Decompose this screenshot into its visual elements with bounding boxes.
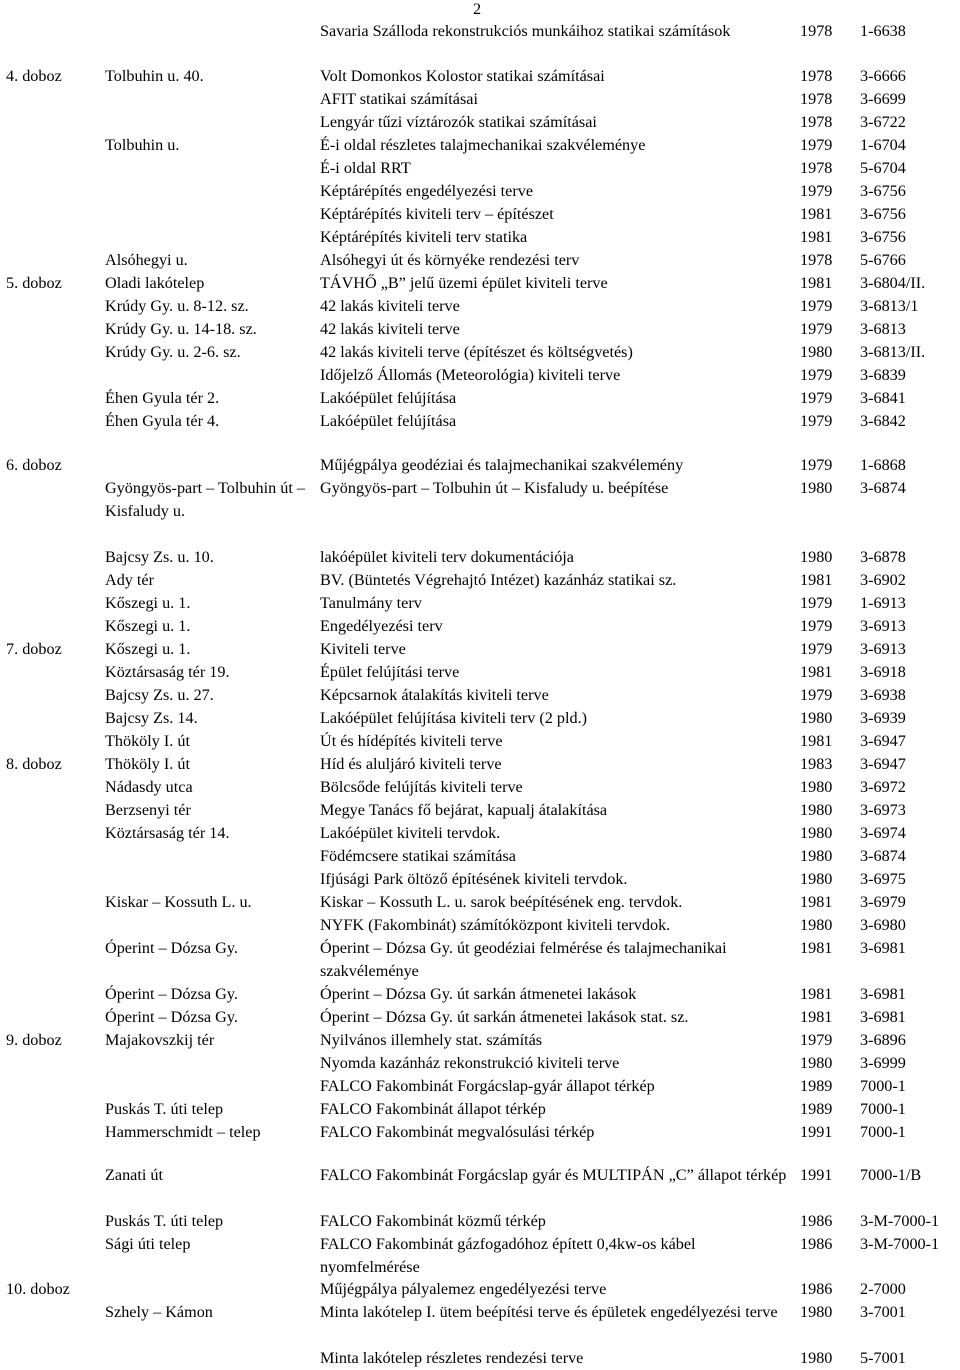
year: 1979 [800, 617, 833, 635]
year: 1978 [800, 113, 833, 131]
year: 1979 [800, 640, 833, 658]
description: FALCO Fakombinát Forgácslap gyár és MULTIPÁN „C” állapot térkép [320, 1166, 787, 1184]
catalog-code: 3-6756 [860, 205, 906, 223]
location: Tolbuhin u. [105, 136, 180, 154]
year: 1979 [800, 456, 833, 474]
description: Savaria Szálloda rekonstrukciós munkáihoz statikai számítások [320, 22, 731, 40]
year: 1981 [800, 893, 833, 911]
description: É-i oldal részletes talajmechanikai szakvéleménye [320, 136, 646, 154]
location: Éhen Gyula tér 2. [105, 389, 220, 407]
description: FALCO Fakombinát gázfogadóhoz épített 0,4kw-os kábel nyomfelmérése [320, 1235, 696, 1276]
year: 1981 [800, 663, 833, 681]
description: Képtárépítés engedélyezési terve [320, 182, 534, 200]
description: Födémcsere statikai számítása [320, 847, 516, 865]
description: NYFK (Fakombinát) számítóközpont kiviteli tervdok. [320, 916, 671, 934]
catalog-code: 3-6981 [860, 1008, 906, 1026]
description: Lakóépület felújítása [320, 389, 457, 407]
year: 1978 [800, 251, 833, 269]
description: Gyöngyös-part – Tolbuhin út – Kisfaludy u. beépítése [320, 479, 669, 497]
description: Út és hídépítés kiviteli terve [320, 732, 503, 750]
year: 1979 [800, 594, 833, 612]
description: Képtárépítés kiviteli terv – építészet [320, 205, 554, 223]
year: 1989 [800, 1077, 833, 1095]
catalog-code: 3-6979 [860, 893, 906, 911]
catalog-code: 3-6947 [860, 732, 906, 750]
catalog-code: 2-7000 [860, 1280, 906, 1298]
location: Óperint – Dózsa Gy. [105, 1008, 238, 1026]
catalog-code: 3-6874 [860, 847, 906, 865]
description: Alsóhegyi út és környéke rendezési terv [320, 251, 580, 269]
catalog-code: 3-6756 [860, 228, 906, 246]
location: Nádasdy utca [105, 778, 193, 796]
catalog-code: 1-6704 [860, 136, 906, 154]
catalog-code: 3-6813 [860, 320, 906, 338]
description: 42 lakás kiviteli terve [320, 320, 460, 338]
box-label: 5. doboz [6, 274, 62, 292]
location: Krúdy Gy. u. 8-12. sz. [105, 297, 249, 315]
description: É-i oldal RRT [320, 159, 411, 177]
catalog-code: 1-6868 [860, 456, 906, 474]
catalog-code: 3-6874 [860, 479, 906, 497]
catalog-code: 5-6704 [860, 159, 906, 177]
catalog-code: 3-6813/II. [860, 343, 926, 361]
year: 1979 [800, 320, 833, 338]
year: 1981 [800, 571, 833, 589]
location: Berzsenyi tér [105, 801, 191, 819]
location: Bajcsy Zs. 14. [105, 709, 198, 727]
description: AFIT statikai számításai [320, 90, 478, 108]
description: FALCO Fakombinát megvalósulási térkép [320, 1123, 595, 1141]
description: Megye Tanács fő bejárat, kapualj átalakítása [320, 801, 608, 819]
catalog-code: 7000-1 [860, 1123, 906, 1141]
description: Lakóépület kiviteli tervdok. [320, 824, 501, 842]
catalog-code: 3-M-7000-1 [860, 1212, 940, 1230]
location: Kőszegi u. 1. [105, 617, 191, 635]
catalog-code: 1-6913 [860, 594, 906, 612]
description: Időjelző Állomás (Meteorológia) kiviteli terve [320, 366, 621, 384]
catalog-code: 3-6896 [860, 1031, 906, 1049]
description: Volt Domonkos Kolostor statikai számításai [320, 67, 605, 85]
page-number: 2 [473, 0, 482, 18]
catalog-code: 7000-1 [860, 1077, 906, 1095]
catalog-code: 3-6939 [860, 709, 906, 727]
location: Éhen Gyula tér 4. [105, 412, 220, 430]
catalog-code: 3-6981 [860, 939, 906, 957]
year: 1991 [800, 1123, 833, 1141]
location: Thököly I. út [105, 755, 190, 773]
year: 1979 [800, 412, 833, 430]
catalog-code: 5-6766 [860, 251, 906, 269]
description: Épület felújítási terve [320, 663, 460, 681]
description: Képcsarnok átalakítás kiviteli terve [320, 686, 549, 704]
location: Krúdy Gy. u. 2-6. sz. [105, 343, 241, 361]
location: Óperint – Dózsa Gy. [105, 985, 238, 1003]
catalog-code: 3-6804/II. [860, 274, 926, 292]
catalog-code: 3-6913 [860, 640, 906, 658]
location: Kiskar – Kossuth L. u. [105, 893, 252, 911]
box-label: 8. doboz [6, 755, 62, 773]
year: 1981 [800, 985, 833, 1003]
location: Óperint – Dózsa Gy. [105, 939, 238, 957]
catalog-code: 3-6878 [860, 548, 906, 566]
description: FALCO Fakombinát közmű térkép [320, 1212, 546, 1230]
year: 1979 [800, 182, 833, 200]
catalog-code: 3-6938 [860, 686, 906, 704]
year: 1979 [800, 297, 833, 315]
year: 1980 [800, 847, 833, 865]
year: 1983 [800, 755, 833, 773]
description: Minta lakótelep részletes rendezési terve [320, 1349, 584, 1367]
description: 42 lakás kiviteli terve [320, 297, 460, 315]
year: 1981 [800, 274, 833, 292]
description: Nyilvános illemhely stat. számítás [320, 1031, 543, 1049]
catalog-code: 5-7001 [860, 1349, 906, 1367]
description: BV. (Büntetés Végrehajtó Intézet) kazánház statikai sz. [320, 571, 677, 589]
catalog-code: 3-6699 [860, 90, 906, 108]
location: Hammerschmidt – telep [105, 1123, 261, 1141]
catalog-code: 3-6839 [860, 366, 906, 384]
year: 1980 [800, 1303, 833, 1321]
year: 1979 [800, 1031, 833, 1049]
year: 1978 [800, 22, 833, 40]
catalog-code: 3-7001 [860, 1303, 906, 1321]
year: 1981 [800, 205, 833, 223]
location: Krúdy Gy. u. 14-18. sz. [105, 320, 257, 338]
year: 1989 [800, 1100, 833, 1118]
description: Lengyár tűzi víztározók statikai számításai [320, 113, 597, 131]
year: 1979 [800, 136, 833, 154]
description: FALCO Fakombinát Forgácslap-gyár állapot térkép [320, 1077, 655, 1095]
year: 1980 [800, 479, 833, 497]
location: Kőszegi u. 1. [105, 640, 191, 658]
location: Majakovszkij tér [105, 1031, 215, 1049]
location: Ady tér [105, 571, 154, 589]
location: Zanati út [105, 1166, 163, 1184]
year: 1980 [800, 824, 833, 842]
catalog-code: 3-6974 [860, 824, 906, 842]
location: Köztársaság tér 19. [105, 663, 230, 681]
year: 1980 [800, 870, 833, 888]
description: Lakóépület felújítása kiviteli terv (2 pld.) [320, 709, 588, 727]
catalog-code: 3-6999 [860, 1054, 906, 1072]
location: Kőszegi u. 1. [105, 594, 191, 612]
catalog-code: 3-6666 [860, 67, 906, 85]
description: Óperint – Dózsa Gy. út sarkán átmenetei lakások stat. sz. [320, 1008, 689, 1026]
description: Képtárépítés kiviteli terv statika [320, 228, 528, 246]
year: 1979 [800, 366, 833, 384]
location: Bajcsy Zs. u. 10. [105, 548, 214, 566]
description: Óperint – Dózsa Gy. út sarkán átmenetei lakások [320, 985, 637, 1003]
description: Engedélyezési terv [320, 617, 443, 635]
year: 1980 [800, 548, 833, 566]
catalog-code: 7000-1 [860, 1100, 906, 1118]
box-label: 7. doboz [6, 640, 62, 658]
location: Tolbuhin u. 40. [105, 67, 204, 85]
catalog-code: 3-6913 [860, 617, 906, 635]
description: Lakóépület felújítása [320, 412, 457, 430]
year: 1979 [800, 686, 833, 704]
description: 42 lakás kiviteli terve (építészet és költségvetés) [320, 343, 633, 361]
description: Kiskar – Kossuth L. u. sarok beépítésének eng. tervdok. [320, 893, 683, 911]
description: Nyomda kazánház rekonstrukció kiviteli terve [320, 1054, 620, 1072]
year: 1981 [800, 1008, 833, 1026]
box-label: 10. doboz [6, 1280, 70, 1298]
box-label: 9. doboz [6, 1031, 62, 1049]
year: 1980 [800, 916, 833, 934]
year: 1978 [800, 67, 833, 85]
catalog-code: 3-6975 [860, 870, 906, 888]
year: 1981 [800, 732, 833, 750]
location: Oladi lakótelep [105, 274, 205, 292]
location: Bajcsy Zs. u. 27. [105, 686, 214, 704]
catalog-code: 3-6813/1 [860, 297, 919, 315]
description: lakóépület kiviteli terv dokumentációja [320, 548, 574, 566]
year: 1978 [800, 90, 833, 108]
year: 1986 [800, 1280, 833, 1298]
description: Minta lakótelep I. ütem beépítési terve és épületek engedélyezési terve [320, 1303, 778, 1321]
location: Szhely – Kámon [105, 1303, 213, 1321]
catalog-code: 3-6756 [860, 182, 906, 200]
location: Puskás T. úti telep [105, 1212, 224, 1230]
catalog-code: 3-6973 [860, 801, 906, 819]
box-label: 6. doboz [6, 456, 62, 474]
description: Ifjúsági Park öltöző építésének kiviteli tervdok. [320, 870, 628, 888]
description: Híd és aluljáró kiviteli terve [320, 755, 502, 773]
catalog-code: 3-6918 [860, 663, 906, 681]
catalog-code: 3-M-7000-1 [860, 1235, 940, 1253]
year: 1991 [800, 1166, 833, 1184]
catalog-code: 1-6638 [860, 22, 906, 40]
location: Thököly I. út [105, 732, 190, 750]
description: FALCO Fakombinát állapot térkép [320, 1100, 546, 1118]
catalog-code: 3-6842 [860, 412, 906, 430]
location: Sági úti telep [105, 1235, 191, 1253]
year: 1980 [800, 343, 833, 361]
description: Műjégpálya geodéziai és talajmechanikai szakvélemény [320, 456, 684, 474]
catalog-code: 3-6972 [860, 778, 906, 796]
year: 1980 [800, 1349, 833, 1367]
location: Puskás T. úti telep [105, 1100, 224, 1118]
year: 1978 [800, 159, 833, 177]
year: 1980 [800, 1054, 833, 1072]
description: Bölcsőde felújítás kiviteli terve [320, 778, 523, 796]
description: Óperint – Dózsa Gy. út geodéziai felmérése és talajmechanikai szakvéleménye [320, 939, 727, 980]
location: Köztársaság tér 14. [105, 824, 230, 842]
catalog-code: 3-6841 [860, 389, 906, 407]
year: 1981 [800, 939, 833, 957]
catalog-code: 3-6902 [860, 571, 906, 589]
year: 1986 [800, 1235, 833, 1253]
catalog-code: 7000-1/B [860, 1166, 922, 1184]
description: Műjégpálya pályalemez engedélyezési terve [320, 1280, 607, 1298]
catalog-code: 3-6981 [860, 985, 906, 1003]
year: 1980 [800, 709, 833, 727]
description: Tanulmány terv [320, 594, 422, 612]
catalog-code: 3-6947 [860, 755, 906, 773]
year: 1981 [800, 228, 833, 246]
description: TÁVHŐ „B” jelű üzemi épület kiviteli terve [320, 274, 608, 292]
location: Alsóhegyi u. [105, 251, 188, 269]
description: Kiviteli terve [320, 640, 406, 658]
box-label: 4. doboz [6, 67, 62, 85]
year: 1980 [800, 801, 833, 819]
catalog-code: 3-6980 [860, 916, 906, 934]
year: 1980 [800, 778, 833, 796]
year: 1979 [800, 389, 833, 407]
catalog-code: 3-6722 [860, 113, 906, 131]
year: 1986 [800, 1212, 833, 1230]
location: Gyöngyös-part – Tolbuhin út – Kisfaludy u. [105, 479, 306, 520]
